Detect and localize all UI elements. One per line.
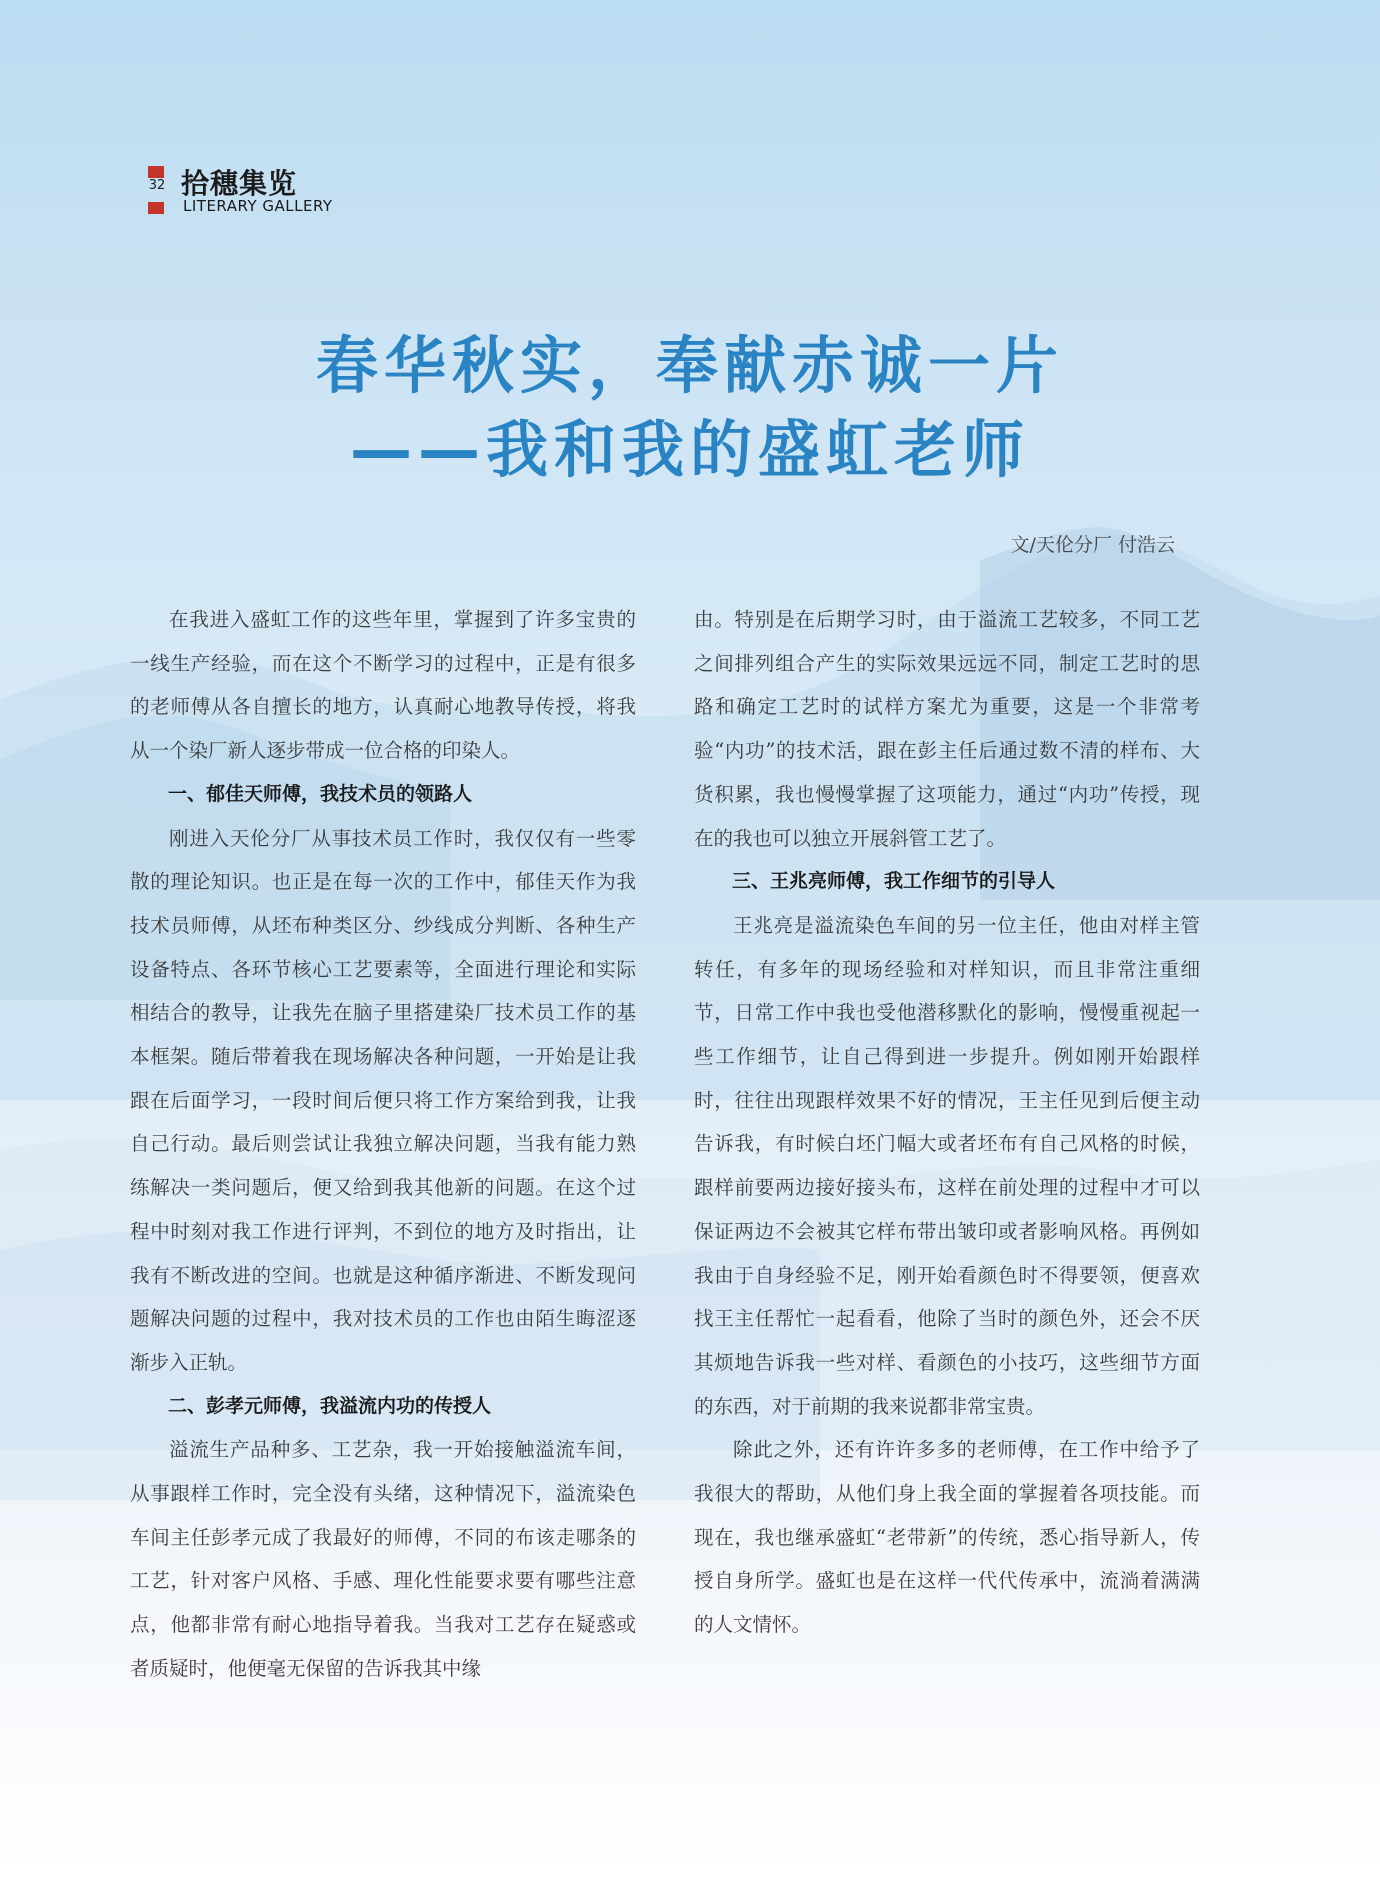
paragraph: 王兆亮是溢流染色车间的另一位主任，他由对样主管转任，有多年的现场经验和对样知识，而且非常注重细节，日常工作中我也受他潜移默化的影响，慢慢重视起一些工作细节，让自己得到进一步提升。例如刚开始跟样时，往往出现跟样效果不好的情况，王主任见到后便主动告诉我，有时候白坯门幅大或者坯布有自己风格的时候，跟样前要两边接好接头布，这样在前处理的过程中才可以保证两边不会被其它样布带出皱印或者影响风格。再例如我由于自身经验不足，刚开始看颜色时不得要领，便喜欢找王主任帮忙一起看看，他除了当时的颜色外，还会不厌其烦地告诉我一些对样、看颜色的小技巧，这些细节方面的东西，对于前期的我来说都非常宝贵。 (694, 913, 1200, 1418)
section-title: 拾穗集览 (181, 167, 298, 200)
paragraph: 除此之外，还有许许多多的老师傅，在工作中给予了我很大的帮助，从他们身上我全面的掌握着各项技能。而现在，我也继承盛虹“老带新”的传统，悉心指导新人，传授自身所学。盛虹也是在这样一代代传承中，流淌着满满的人文情怀。 (694, 1438, 1200, 1637)
section-heading: 二、彭孝元师傅，我溢流内功的传授人 (168, 1394, 492, 1417)
text-column-left (130, 598, 636, 1691)
paragraph: 溢流生产品种多、工艺杂，我一开始接触溢流车间，从事跟样工作时，完全没有头绪，这种情况下，溢流染色车间主任彭孝元成了我最好的师傅，不同的布该走哪条的工艺，针对客户风格、手感、理化性能要求要有哪些注意点，他都非常有耐心地指导着我。当我对工艺存在疑惑或者质疑时，他便毫无保留的告诉我其中缘 (130, 1438, 636, 1680)
paragraph-continued: 由。特别是在后期学习时，由于溢流工艺较多，不同工艺之间排列组合产生的实际效果远远不同，制定工艺时的思路和确定工艺时的试样方案尤为重要，这是一个非常考验“内功”的技术活，跟在彭主任后通过数不清的样布、大货积累，我也慢慢掌握了这项能力，通过“内功”传授，现在的我也可以独立开展斜管工艺了。 (694, 608, 1200, 850)
page-number: 32 (148, 178, 166, 193)
section-heading: 三、王兆亮师傅，我工作细节的引导人 (732, 870, 1056, 893)
article-subtitle: ——我和我的盛虹老师 (349, 413, 1030, 486)
article-title: 春华秋实，奉献赤诚一片 (315, 329, 1064, 402)
paragraph: 在我进入盛虹工作的这些年里，掌握到了许多宝贵的一线生产经验，而在这个不断学习的过程中，正是有很多的老师傅从各自擅长的地方，认真耐心地教导传授，将我从一个染厂新人逐步带成一位合格的印染人。 (130, 608, 636, 763)
byline: 文/天伦分厂 付浩云 (1010, 534, 1175, 556)
marker-bar-bottom (148, 202, 164, 214)
marker-bar-top (148, 166, 164, 178)
text-column-right (694, 598, 1200, 1647)
section-heading: 一、郁佳天师傅，我技术员的领路人 (168, 782, 473, 805)
paragraph: 刚进入天伦分厂从事技术员工作时，我仅仅有一些零散的理论知识。也正是在每一次的工作中，郁佳天作为我技术员师傅，从坯布种类区分、纱线成分判断、各种生产设备特点、各环节核心工艺要素等，全面进行理论和实际相结合的教导，让我先在脑子里搭建染厂技术员工作的基本框架。随后带着我在现场解决各种问题，一开始是让我跟在后面学习，一段时间后便只将工作方案给到我，让我自己行动。最后则尝试让我独立解决问题，当我有能力熟练解决一类问题后，便又给到我其他新的问题。在这个过程中时刻对我工作进行评判，不到位的地方及时指出，让我有不断改进的空间。也就是这种循序渐进、不断发现问题解决问题的过程中，我对技术员的工作也由陌生晦涩逐渐步入正轨。 (130, 826, 636, 1374)
section-subtitle: LITERARY GALLERY (183, 197, 333, 215)
